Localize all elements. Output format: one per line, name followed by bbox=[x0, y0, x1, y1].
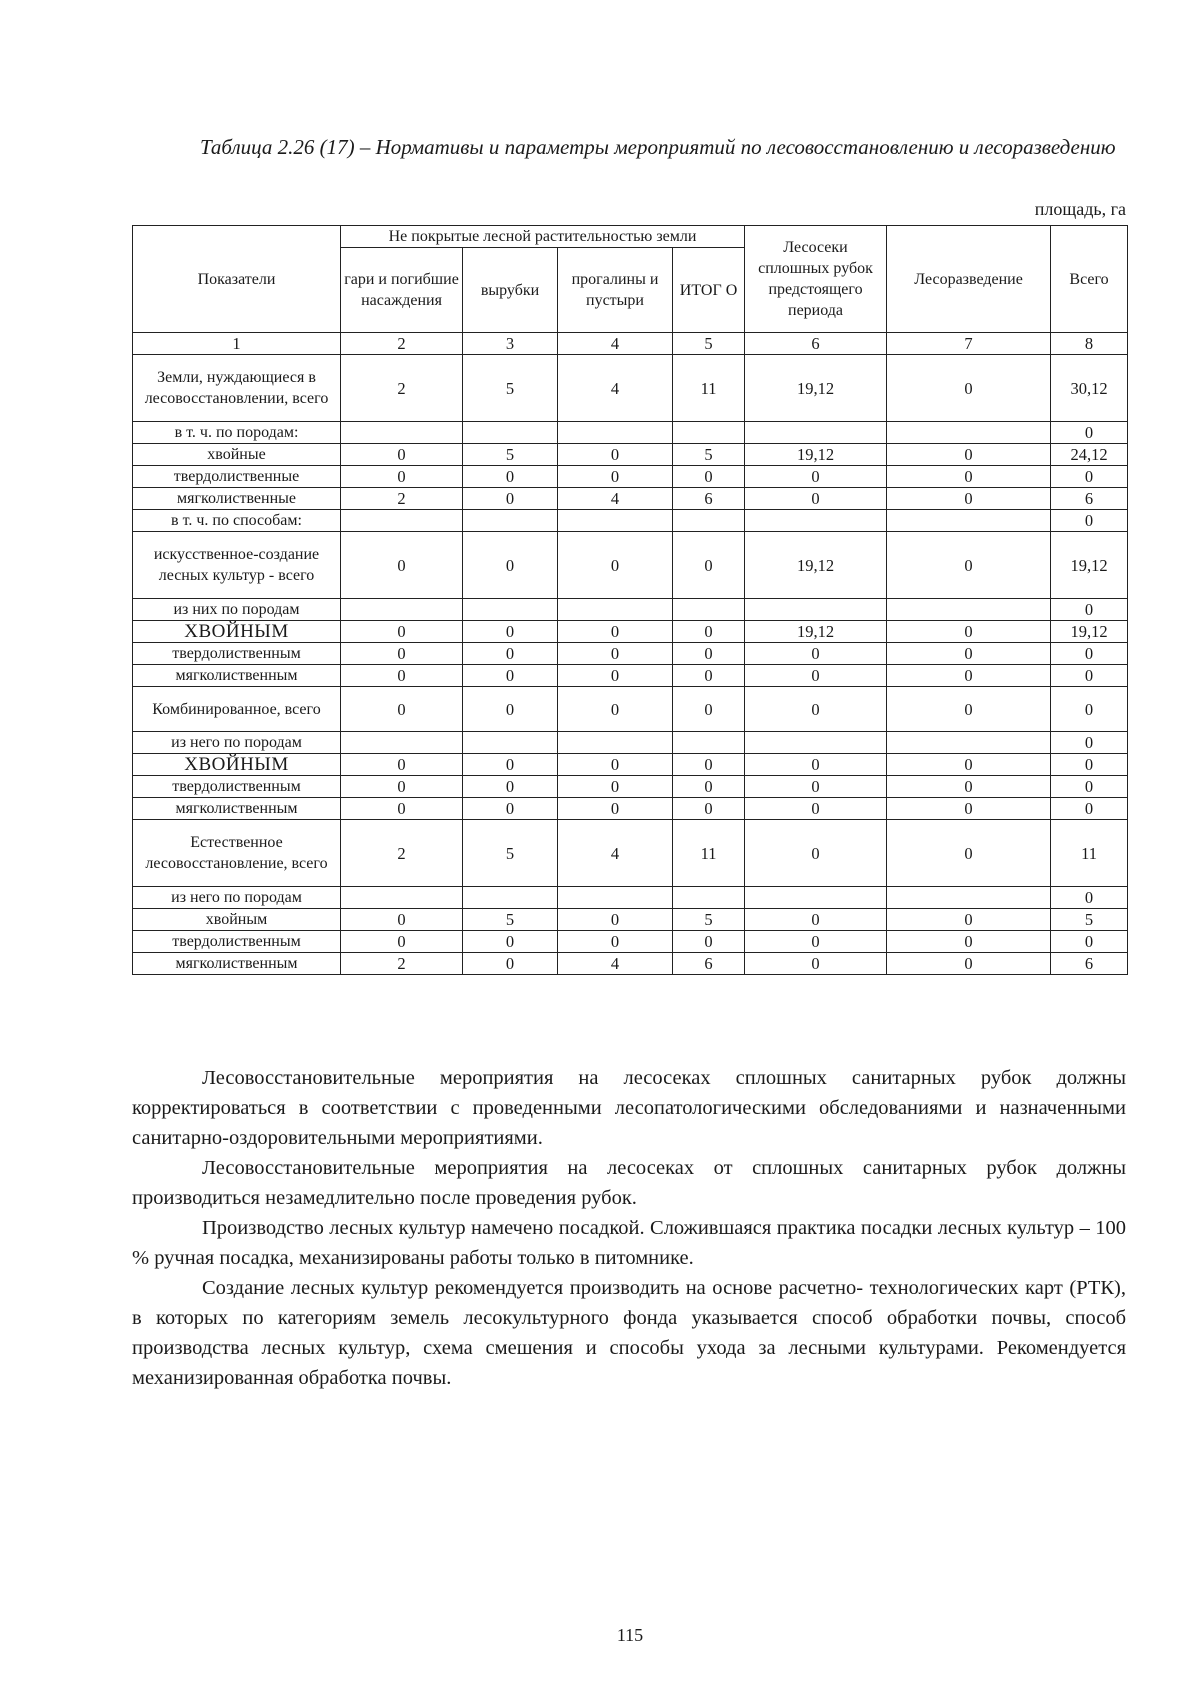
row-label: из них по породам bbox=[133, 599, 341, 621]
table-cell: 0 bbox=[463, 532, 558, 599]
table-cell bbox=[341, 422, 463, 444]
table-cell bbox=[745, 887, 887, 909]
table-cell: 0 bbox=[341, 909, 463, 931]
table-cell bbox=[887, 887, 1051, 909]
table-cell: 0 bbox=[1051, 798, 1128, 820]
table-cell: 0 bbox=[463, 687, 558, 732]
table-cell: 0 bbox=[1051, 422, 1128, 444]
row-label: хвойные bbox=[133, 444, 341, 466]
table-cell: 0 bbox=[887, 754, 1051, 776]
table-cell: 0 bbox=[887, 665, 1051, 687]
column-numbers-row bbox=[133, 333, 1128, 355]
table-cell: 0 bbox=[745, 798, 887, 820]
row-label: в т. ч. по породам: bbox=[133, 422, 341, 444]
header-glades: прогалины и пустыри bbox=[558, 248, 673, 333]
table-cell: 0 bbox=[1051, 599, 1128, 621]
page-number: 115 bbox=[616, 1625, 644, 1645]
table-row bbox=[133, 510, 1128, 532]
table-cell: 0 bbox=[1051, 754, 1128, 776]
table-cell: 0 bbox=[745, 909, 887, 931]
table-cell: 0 bbox=[745, 665, 887, 687]
table-row bbox=[133, 909, 1128, 931]
row-label: твердолиственным bbox=[133, 643, 341, 665]
table-cell: 0 bbox=[887, 532, 1051, 599]
table-cell: 2 bbox=[341, 953, 463, 975]
table-cell: 4 bbox=[558, 488, 673, 510]
table-row bbox=[133, 776, 1128, 798]
table-cell bbox=[558, 887, 673, 909]
table-cell: 4 bbox=[558, 953, 673, 975]
row-label: мягколиственным bbox=[133, 953, 341, 975]
table-cell: 19,12 bbox=[1051, 621, 1128, 643]
table-cell: 11 bbox=[1051, 820, 1128, 887]
table-cell: 5 bbox=[673, 909, 745, 931]
col-number: 6 bbox=[745, 333, 887, 355]
table-cell: 0 bbox=[673, 931, 745, 953]
table-cell: 0 bbox=[463, 953, 558, 975]
table-row bbox=[133, 820, 1128, 887]
table-cell: 19,12 bbox=[745, 355, 887, 422]
table-row bbox=[133, 599, 1128, 621]
table-cell bbox=[745, 599, 887, 621]
table-cell: 5 bbox=[463, 820, 558, 887]
table-cell: 0 bbox=[341, 931, 463, 953]
table-cell: 0 bbox=[745, 687, 887, 732]
table-cell: 0 bbox=[887, 621, 1051, 643]
col-number: 3 bbox=[463, 333, 558, 355]
table-cell: 0 bbox=[673, 532, 745, 599]
header-burnt: гари и погибшие насаждения bbox=[341, 248, 463, 333]
table-cell: 2 bbox=[341, 488, 463, 510]
table-row bbox=[133, 488, 1128, 510]
table-cell bbox=[341, 732, 463, 754]
table-cell: 0 bbox=[887, 488, 1051, 510]
row-label: твердолиственные bbox=[133, 466, 341, 488]
table-cell: 0 bbox=[745, 820, 887, 887]
table-cell: 0 bbox=[558, 687, 673, 732]
table-row bbox=[133, 621, 1128, 643]
table-cell: 0 bbox=[341, 798, 463, 820]
table-cell bbox=[673, 887, 745, 909]
table-cell: 0 bbox=[558, 754, 673, 776]
table-cell: 0 bbox=[1051, 732, 1128, 754]
row-label: из него по породам bbox=[133, 732, 341, 754]
table-cell: 0 bbox=[341, 621, 463, 643]
table-cell: 0 bbox=[463, 621, 558, 643]
table-cell: 0 bbox=[887, 798, 1051, 820]
table-cell: 0 bbox=[673, 621, 745, 643]
table-cell: 0 bbox=[887, 820, 1051, 887]
table-cell: 0 bbox=[341, 776, 463, 798]
col-number: 2 bbox=[341, 333, 463, 355]
paragraph: Лесовосстановительные мероприятия на лесосеках сплошных санитарных рубок должны корректироваться в соответствии с проведенными лесопатологическими обследованиями и назначенными санитарно-оздоровительными мероприятиями. bbox=[132, 1067, 1126, 1149]
table-cell: 11 bbox=[673, 820, 745, 887]
table-cell: 0 bbox=[463, 488, 558, 510]
table-cell: 4 bbox=[558, 820, 673, 887]
table-cell: 5 bbox=[463, 355, 558, 422]
table-cell: 24,12 bbox=[1051, 444, 1128, 466]
row-label: твердолиственным bbox=[133, 931, 341, 953]
table-cell: 2 bbox=[341, 820, 463, 887]
table-cell bbox=[558, 732, 673, 754]
header-total: Всего bbox=[1051, 226, 1128, 333]
table-row bbox=[133, 887, 1128, 909]
table-cell: 0 bbox=[887, 909, 1051, 931]
table-cell: 0 bbox=[558, 798, 673, 820]
table-row bbox=[133, 665, 1128, 687]
table-cell: 0 bbox=[745, 466, 887, 488]
table-cell bbox=[558, 422, 673, 444]
table-cell: 0 bbox=[1051, 466, 1128, 488]
row-label: хвойным bbox=[133, 909, 341, 931]
table-cell: 0 bbox=[558, 665, 673, 687]
table-cell: 0 bbox=[463, 776, 558, 798]
table-cell: 0 bbox=[887, 687, 1051, 732]
caption-text: Таблица 2.26 (17) – Нормативы и параметры мероприятий по лесовосстановлению и лесоразведению bbox=[200, 135, 1116, 159]
table-cell: 0 bbox=[1051, 887, 1128, 909]
table-row bbox=[133, 953, 1128, 975]
table-cell: 0 bbox=[463, 931, 558, 953]
table-cell: 11 bbox=[673, 355, 745, 422]
table-cell: 0 bbox=[1051, 510, 1128, 532]
table-cell: 5 bbox=[463, 444, 558, 466]
table-cell bbox=[463, 732, 558, 754]
table-cell: 0 bbox=[745, 643, 887, 665]
table-cell: 2 bbox=[341, 355, 463, 422]
table-cell bbox=[887, 422, 1051, 444]
table-cell: 6 bbox=[1051, 488, 1128, 510]
table-cell bbox=[463, 422, 558, 444]
row-label: Естественное лесовосстановление, всего bbox=[133, 820, 341, 887]
table-cell: 0 bbox=[673, 776, 745, 798]
table-cell: 0 bbox=[887, 776, 1051, 798]
table-cell: 19,12 bbox=[1051, 532, 1128, 599]
table-cell: 0 bbox=[341, 754, 463, 776]
table-cell bbox=[463, 599, 558, 621]
table-cell bbox=[558, 510, 673, 532]
table-row bbox=[133, 798, 1128, 820]
row-label: твердолиственным bbox=[133, 776, 341, 798]
table-cell: 0 bbox=[1051, 687, 1128, 732]
row-label: Комбинированное, всего bbox=[133, 687, 341, 732]
table-row bbox=[133, 931, 1128, 953]
header-cutting-areas: Лесосеки сплошных рубок предстоящего периода bbox=[745, 226, 887, 333]
table-cell bbox=[463, 510, 558, 532]
table-cell bbox=[887, 599, 1051, 621]
table-cell bbox=[673, 510, 745, 532]
table-cell: 0 bbox=[558, 466, 673, 488]
header-not-covered: Не покрытые лесной растительностью земли bbox=[341, 226, 745, 248]
table-cell: 0 bbox=[745, 953, 887, 975]
table-cell: 0 bbox=[745, 754, 887, 776]
table-cell: 0 bbox=[341, 466, 463, 488]
col-number: 8 bbox=[1051, 333, 1128, 355]
header-clearings: вырубки bbox=[463, 248, 558, 333]
table-cell: 0 bbox=[745, 776, 887, 798]
table-cell bbox=[887, 732, 1051, 754]
table-cell bbox=[341, 599, 463, 621]
col-number: 4 bbox=[558, 333, 673, 355]
table-caption bbox=[132, 132, 1126, 162]
row-label: ХВОЙНЫМ bbox=[133, 754, 341, 776]
row-label: из него по породам bbox=[133, 887, 341, 909]
table-cell: 0 bbox=[1051, 665, 1128, 687]
table-cell: 0 bbox=[1051, 776, 1128, 798]
table-cell: 0 bbox=[558, 621, 673, 643]
col-number: 5 bbox=[673, 333, 745, 355]
unit-label: площадь, га bbox=[1034, 199, 1126, 219]
table-cell bbox=[745, 732, 887, 754]
table-cell: 0 bbox=[558, 931, 673, 953]
table-cell: 0 bbox=[341, 532, 463, 599]
col-number: 1 bbox=[133, 333, 341, 355]
table-cell: 0 bbox=[463, 643, 558, 665]
table-cell: 0 bbox=[463, 798, 558, 820]
table-cell bbox=[887, 510, 1051, 532]
table-cell: 0 bbox=[673, 798, 745, 820]
col-number: 7 bbox=[887, 333, 1051, 355]
paragraph: Создание лесных культур рекомендуется производить на основе расчетно- технологических карт (РТК), в которых по категориям земель лесокультурного фонда указывается способ обработки почвы, способ производства лесных культур, схема смешения и способы ухода за лесными культурами. Рекомендуется механизированная обработка почвы. bbox=[132, 1277, 1126, 1389]
table-cell bbox=[673, 732, 745, 754]
row-label: мягколиственным bbox=[133, 798, 341, 820]
table-cell: 0 bbox=[887, 355, 1051, 422]
table-cell: 19,12 bbox=[745, 621, 887, 643]
forest-restoration-table bbox=[132, 225, 1128, 975]
table-cell: 5 bbox=[1051, 909, 1128, 931]
table-cell: 0 bbox=[341, 687, 463, 732]
table-cell: 30,12 bbox=[1051, 355, 1128, 422]
table-cell: 0 bbox=[887, 953, 1051, 975]
paragraph: Лесовосстановительные мероприятия на лесосеках от сплошных санитарных рубок должны производиться незамедлительно после проведения рубок. bbox=[132, 1157, 1126, 1209]
table-cell: 0 bbox=[558, 444, 673, 466]
row-label: ХВОЙНЫМ bbox=[133, 621, 341, 643]
row-label: искусственное-создание лесных культур - всего bbox=[133, 532, 341, 599]
table-cell: 0 bbox=[745, 931, 887, 953]
table-row bbox=[133, 643, 1128, 665]
table-cell: 0 bbox=[1051, 931, 1128, 953]
table-cell bbox=[558, 599, 673, 621]
table-cell: 0 bbox=[673, 643, 745, 665]
table-row bbox=[133, 466, 1128, 488]
body-text bbox=[132, 1063, 1126, 1393]
table-cell: 4 bbox=[558, 355, 673, 422]
row-label: мягколиственным bbox=[133, 665, 341, 687]
table-cell: 0 bbox=[463, 754, 558, 776]
table-cell: 0 bbox=[673, 754, 745, 776]
table-cell: 19,12 bbox=[745, 532, 887, 599]
table-row bbox=[133, 687, 1128, 732]
table-row bbox=[133, 732, 1128, 754]
table-cell: 0 bbox=[463, 466, 558, 488]
table-cell bbox=[745, 422, 887, 444]
table-cell: 0 bbox=[341, 665, 463, 687]
row-label: в т. ч. по способам: bbox=[133, 510, 341, 532]
table-cell: 5 bbox=[463, 909, 558, 931]
table-cell: 0 bbox=[673, 687, 745, 732]
table-row bbox=[133, 422, 1128, 444]
table-cell: 0 bbox=[887, 466, 1051, 488]
table-cell bbox=[341, 510, 463, 532]
header-indicators: Показатели bbox=[133, 226, 341, 333]
paragraph: Производство лесных культур намечено посадкой. Сложившаяся практика посадки лесных культур – 100 % ручная посадка, механизированы работы только в питомнике. bbox=[132, 1217, 1126, 1269]
table-cell: 0 bbox=[887, 931, 1051, 953]
table-row bbox=[133, 532, 1128, 599]
table-cell: 19,12 bbox=[745, 444, 887, 466]
table-cell bbox=[673, 422, 745, 444]
table-cell: 0 bbox=[887, 643, 1051, 665]
row-label: мягколиственные bbox=[133, 488, 341, 510]
header-afforestation: Лесоразведение bbox=[887, 226, 1051, 333]
table-row bbox=[133, 355, 1128, 422]
table-cell bbox=[745, 510, 887, 532]
row-label: Земли, нуждающиеся в лесовосстановлении, всего bbox=[133, 355, 341, 422]
table-cell: 0 bbox=[341, 643, 463, 665]
table-cell: 0 bbox=[745, 488, 887, 510]
table-cell: 0 bbox=[558, 909, 673, 931]
table-cell: 0 bbox=[558, 532, 673, 599]
table-cell: 0 bbox=[887, 444, 1051, 466]
table-cell bbox=[673, 599, 745, 621]
table-cell: 0 bbox=[463, 665, 558, 687]
table-cell: 0 bbox=[673, 466, 745, 488]
table-cell bbox=[463, 887, 558, 909]
table-cell: 0 bbox=[1051, 643, 1128, 665]
header-total-sub: ИТОГ О bbox=[673, 248, 745, 333]
table-cell: 0 bbox=[558, 776, 673, 798]
table-cell: 5 bbox=[673, 444, 745, 466]
table-cell: 0 bbox=[673, 665, 745, 687]
table-row bbox=[133, 754, 1128, 776]
table-cell: 0 bbox=[558, 643, 673, 665]
table-cell: 6 bbox=[1051, 953, 1128, 975]
table-row bbox=[133, 444, 1128, 466]
table-cell: 6 bbox=[673, 488, 745, 510]
table-cell: 0 bbox=[341, 444, 463, 466]
table-cell bbox=[341, 887, 463, 909]
table-cell: 6 bbox=[673, 953, 745, 975]
